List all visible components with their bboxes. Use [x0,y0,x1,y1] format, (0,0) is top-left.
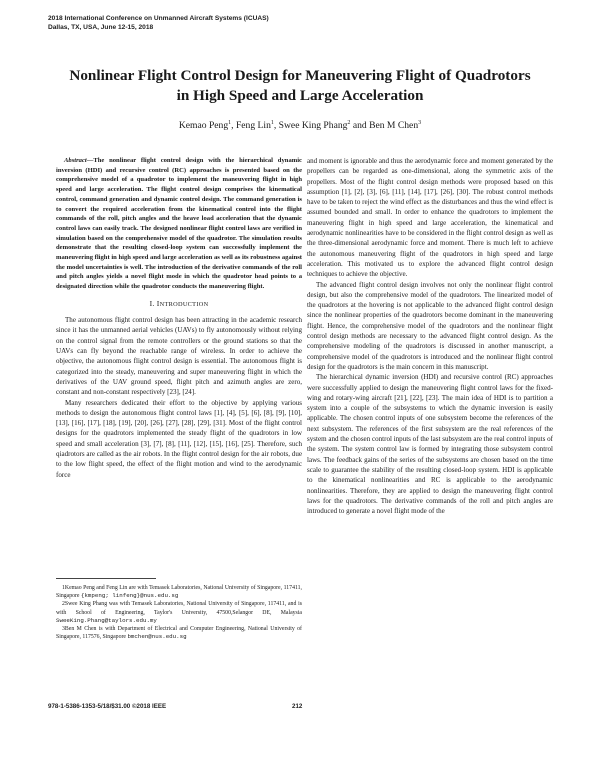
footnote-divider [56,578,156,579]
section-title-rest: NTRODUCTION [159,300,209,308]
conference-location: Dallas, TX, USA, June 12-15, 2018 [48,24,154,31]
footnote-2 [56,600,302,625]
author-name: Kemao Peng [178,120,229,132]
body-paragraph: The advanced flight control design involves not only the nonlinear flight control design, but also the comprehensive model of the quadrotors. The linearized model of the quadrotors at the hovering is not applicable to the advanced flight control design since the nonlinear properties of the quadrotors become dominant in the maneuvering flight. Hence, the comprehensive model of the quadrotors and the nonlinear flight control design methods are necessary to the advanced flight control design. As the comprehensive modeling of the quadrotors is discussed in another manuscript, a comprehensive model of the quadrotors is introduced and the nonlinear flight control design for the quadrotors is the main concern in this manuscript. [307,280,553,371]
title-line-2: in High Speed and Large Acceleration [176,87,424,104]
body-paragraph: The hierarchical dynamic inversion (HDI) and recursive control (RC) approaches were successfully applied to design the maneuvering flight control laws for the fixed-wing and rotary-wing aircraft [21], [22], [23]. The main idea of HDI is to partition a system into a couple of the subsystems to which the dynamic inversion is easily applicable. The chosen control inputs of one subsystem become the references of the next subsystem. The references of the first subsystem are the real references of the system and the chosen control inputs of the last subsystem are the real control inputs of the system. The system control law is formed by integrating those subsystem control laws. The feedback gains of the series of the subsystems are chosen based on the time scale to guarantee the stability of the resulting closed-loop system. HDI is applicable to the kinematical nonlinearities and RC is applicable to the aerodynamic nonlinearities. Therefore, they are applied to design the maneuvering flight control laws for the quadrotors. The derivative commands of the roll and pitch angles are introduced to generate a novel flight mode of the [307,373,554,516]
title-line-1: Nonlinear Flight Control Design for Maneuvering Flight of Quadrotors [69,67,531,84]
affiliation-mark: 2 [347,120,351,126]
footnote-text: 2Swee King Phang was with Temasek Laboratories, National University of Singapore, 117411, and is with School of Engineering, Taylor's University, 47500,Selangor DE, Malaysia [56,601,302,616]
conference-header [48,14,269,32]
section-initial: I [156,298,160,308]
footnote-1 [56,584,302,600]
footnote-email: SweeKing.Phang@taylors.edu.my [56,616,157,624]
section-number: I. [149,298,157,308]
author-separator: , [273,120,279,132]
author-name: Swee King Phang [278,120,348,132]
conference-name: 2018 International Conference on Unmanned Aircraft Systems (ICUAS) [48,15,269,22]
footnote-text: 1Kemao Peng and Feng Lin are with Temasek Laboratories, National University of Singapore, 117411, Singapore [56,585,302,600]
paper-title [40,66,560,106]
body-paragraph: Many researchers dedicated their effort to the objective by applying various methods to design the autonomous flight control laws [1], [4], [5], [6], [8], [9], [10], [13], [16], [17], [18], [19], [20], [26], [27], [28], [29], [31]. Most of the flight control designs for the quadrotors implemented the steady flight of the quadrotors in low speed and small acceleration [3], [7], [8], [11], [12], [15], [16], [25]. Therefore, such qiadrotors are called as the air robots. In the flight control design for the air robots, due to the low flight speed, the effect of the flight motion and wind to the aerodynamic force [56,398,302,479]
author-name: Feng Lin [235,120,271,132]
page-number: 212 [292,703,303,710]
author-separator: , [231,120,236,132]
body-paragraph: The autonomous flight control design has been attracting in the academic research since it has the unmanned aerial vehicles (UAVs) to fly autonomously without relying on the control signal from the remote controllers or the ground stations so that the UAVs can fly beyond the reachable range of wireless. In order to achieve the objective, the autonomous flight control design is essential. The autonomous flight is categorized into the steady, maneuvering and super maneuvering flight in which the derivatives of the UAV ground speed, flight pitch and azimuth angles are zero, constant and non-constant respectively [23], [24]. [56,316,302,397]
affiliation-mark: 1 [270,120,274,126]
footnote-email: bmchen@nus.edu.sg [127,633,187,641]
left-column [56,156,302,480]
author-list [40,120,560,131]
author-separator: and [350,120,370,132]
footnote-text: 3Ben M Chen is with Department of Electrical and Computer Engineering, National University of Singapore, 117576, Singapore [56,626,302,641]
right-column [307,156,553,516]
body-paragraph: and moment is ignorable and thus the aerodynamic force and moment generated by the propellers can be regarded as one-dimensional, along the symmetric axis of the propellers. Most of the flight control design methods were proposed based on this assumption [1], [2], [3], [6], [11], [14], [17], [26], [30]. The robust control methods have to be taken to reject the wind effect as the disturbances and thus the wind effect is assumed bounded and small. In order to enhance the quadrotors to implement the maneuvering flight in high speed and large acceleration, the kinematical and aerodynamic nonlinearities have to be considered in the flight control design as well as the three-dimensional aerodynamic force and moment. There is much left to achieve the autonomous maneuvering flight of the quadrotors in high speed and large acceleration. This motivated us to explore the advanced flight control design techniques to achieve the objective. [307,157,553,279]
footnotes [56,584,302,641]
abstract-text: —The nonlinear flight control design with the hierarchical dynamic inversion (HDI) and recursive control (RC) approaches is presented based on the comprehensive model of a quadrotor to implement the maneuvering flight in high speed and large acceleration. The flight control design comprises the kinematical control, command generation and dynamic control design. The command generation is to convert the required acceleration from the kinematical control into the flight commands of the roll, pitch angles and the heave load acceleration that the dynamic control laws can easily track. The designed nonlinear flight control laws are verified in simulation based on the comprehensive model of the quadrotor. The simulation results demonstrate that the resulting closed-loop system can successfully implement the maneuvering flight in high speed and large acceleration as well as its robustness against the model uncertainties is well. The introduction of the derivative commands of the roll and pitch angles yields a novel flight mode in which the quadrotor head points to a designated direction while the quadrotor conducts the maneuvering flight. [56,157,302,291]
section-heading-introduction [56,299,302,310]
footnote-3 [56,625,302,641]
affiliation-mark: 1 [228,120,232,126]
author-name: Ben M Chen [369,120,419,132]
abstract [56,156,302,292]
affiliation-mark: 3 [418,120,422,126]
footnote-email: {kmpeng; linfeng}@nus.edu.sg [80,592,179,600]
abstract-label: Abstract [64,157,87,164]
footer-isbn: 978-1-5386-1353-5/18/$31.00 ©2018 IEEE [48,703,167,710]
